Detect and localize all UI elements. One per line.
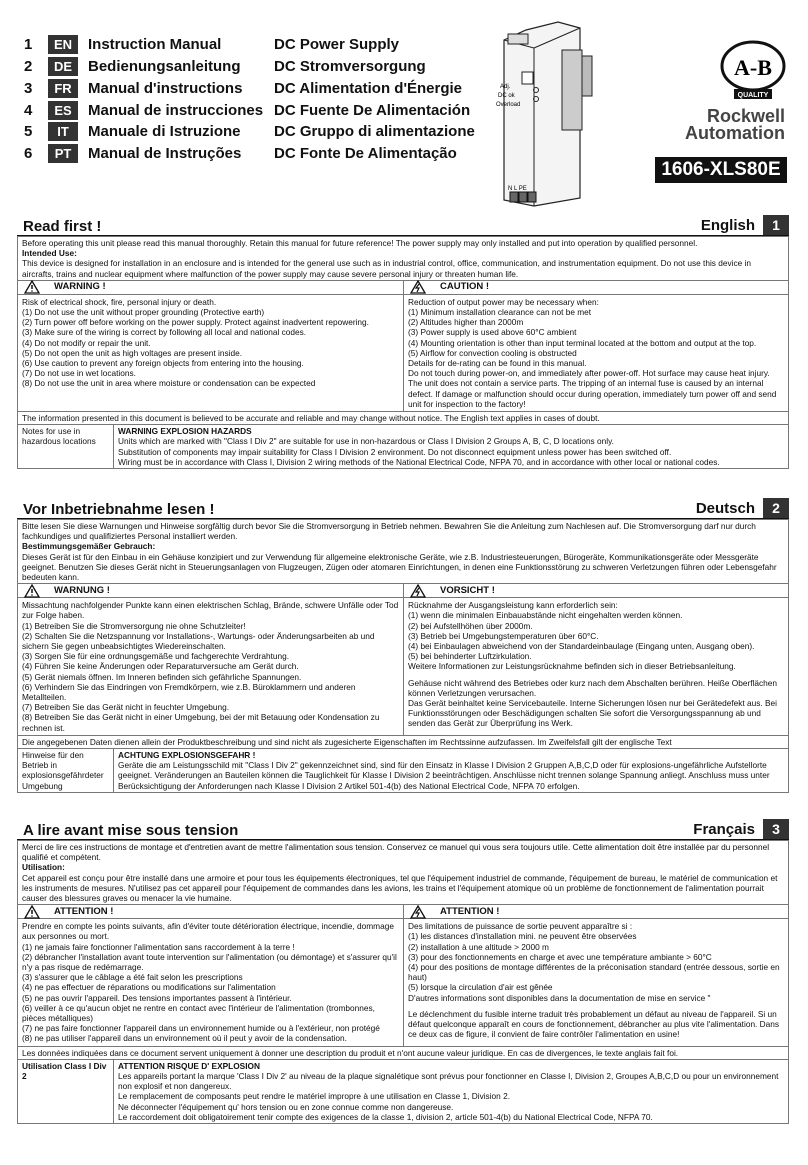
caution-column xyxy=(403,905,788,1045)
section-number: 1 xyxy=(763,215,789,235)
list-line: Ne déconnecter l'équipement qu' hors tension ou en zone connue comme non dangereuse. xyxy=(118,1101,454,1112)
list-line: (3) Power supply is used above 60°C ambient xyxy=(408,327,577,338)
warning-title: WARNUNG ! xyxy=(54,584,110,596)
list-line: Le raccordement doit obligatoirement tenir compte des exigences de la classe 1, division 2, article 501-4(b) du National Electrical Code, NFPA 70. xyxy=(118,1111,653,1122)
list-line: (1) ne jamais faire fonctionner l'alimentation sans raccordement à la terre ! xyxy=(22,941,295,952)
hazardous-notes xyxy=(18,425,788,468)
list-line: (1) les distances d'installation mini. ne peuvent être observées xyxy=(408,931,637,942)
list-line: (2) Turn power off before working on the power supply. Protect against inadvertent repowering. xyxy=(22,317,369,328)
warning-triangle-icon xyxy=(24,905,40,919)
use-text: This device is designed for installation in an enclosure and is intended for the general use such as in industrial control, office, communication, and instrumentation equipment. Do not use this device in aircrafts, trains and nuclear equipment where malfunction of the power supply may cause severe personal injury or threaten human life. xyxy=(22,258,752,279)
list-line: Les appareils portant la marque 'Class I Div 2' au niveau de la plaque signalétique sont prévus pour fonctionner en Classe I, Division 2, Groupes A,B,C,D ou pour un environnement non explosif et non dangereux. xyxy=(118,1071,779,1092)
use-title: Utilisation: xyxy=(22,862,65,873)
list-line: Units which are marked with "Class I Div 2" are suitable for use in non-hazardous or Class I Division 2 Groups A, B, C, D locations only. xyxy=(118,436,614,447)
list-line: Risk of electrical shock, fire, personal injury or death. xyxy=(22,296,217,307)
allen-bradley-logo xyxy=(720,40,786,100)
notes-label: Notes for use in hazardous locations xyxy=(18,425,114,468)
list-line: Prendre en compte les points suivants, afin d'éviter toute détérioration électrique, incendie, dommage aux personnes ou mort. xyxy=(22,921,394,942)
list-line: (2) Altitudes higher than 2000m xyxy=(408,317,524,328)
caution-list xyxy=(408,600,784,728)
notes-title: WARNING EXPLOSION HAZARDS xyxy=(118,426,252,437)
warning-title: ATTENTION ! xyxy=(54,905,114,917)
list-line: Substitution of components may impair suitability for Class I Division 2 environment. Do not disconnect equipment unless power has been switched off. xyxy=(118,446,672,457)
list-line: (1) wenn die minimalen Einbauabstände nicht eingehalten werden können. xyxy=(408,610,683,621)
document-header xyxy=(0,0,808,205)
section-francais xyxy=(17,818,789,1124)
adj-label: Adj. xyxy=(500,84,511,90)
section-language: English xyxy=(700,216,755,234)
ab-logo-text: A-B xyxy=(734,55,772,80)
list-line: (2) Schalten Sie die Netzspannung vor Installations-, Wartungs- oder Änderungsarbeiten ab und sichern Sie gegen unbeabsichtigtes Wiedereinschalten. xyxy=(22,630,375,652)
use-title: Bestimmungsgemäßer Gebrauch: xyxy=(22,541,156,552)
list-line: (4) pour des positions de montage différentes de la préconisation standard (entrée dessous, sortie en haut) xyxy=(408,962,780,983)
list-line: Le remplacement de composants peut rendre le matériel impropre à une utilisation en Classe 1, Division 2. xyxy=(118,1091,510,1102)
info-text: Die angegebenen Daten dienen allein der Produktbeschreibung und sind nicht als zugesicherte Eigenschaften im Rechtssinne aufzufassen. Im Zweifelsfall gilt der englische Text xyxy=(18,736,788,749)
list-line: (2) bei Aufstellhöhen über 2000m. xyxy=(408,620,533,631)
section-language: Deutsch xyxy=(695,499,755,517)
list-line: (6) veiller à ce qu'aucun objet ne rentre en contact avec l'intérieur de l'alimentation (trombonnes, pièces métalliques) xyxy=(22,1002,375,1024)
rockwell-logo xyxy=(645,108,785,142)
use-text: Cet appareil est conçu pour être installé dans une armoire et pour tous les équipements électroniques, tel que l'équipement industriel de commande, l'équipement de bureau, le matériel de communication et les instruments de mesures. N'utilisez pas cet appareil pour l'équipement de commandes dans les avions, les trains et l'équipement atomique où un problème de fonctionnement de l'alimentation pourrait causer des blessures graves ou menacer la vie humaine. xyxy=(22,872,778,904)
list-line: The unit does not contain a service parts. The tripping of an internal fuse is caused by an internal defect. If damage or malfunction should occur during operation, immediately turn power off and send unit for inspection to the factory! xyxy=(408,378,777,409)
hazard-triangle-icon xyxy=(410,280,426,294)
brand-line-2: Automation xyxy=(685,123,785,143)
list-line: (8) ne pas utiliser l'appareil dans un environnement où il peut y avoir de la condensation. xyxy=(22,1033,347,1044)
warning-columns xyxy=(18,584,788,736)
language-row: 6 PT Manual de Instruções DC Fonte De Alimentação xyxy=(24,144,457,162)
list-line: (7) Do not use in wet locations. xyxy=(22,368,136,379)
list-line: (4) Mounting orientation is other than input terminal located at the bottom and output at the top. xyxy=(408,337,757,348)
warning-columns xyxy=(18,905,788,1046)
hazardous-notes xyxy=(18,749,788,792)
list-line: (2) installation à une altitude > 2000 m xyxy=(408,941,549,952)
warning-title: WARNING ! xyxy=(54,281,106,293)
list-line: (5) ne pas ouvrir l'appareil. Des tensions importantes passent à l'intérieur. xyxy=(22,992,292,1003)
warning-list xyxy=(22,600,399,733)
list-line: (8) Do not use the unit in area where moisture or condensation can be expected xyxy=(22,378,316,389)
list-line: (6) Use caution to prevent any foreign objects from entering into the housing. xyxy=(22,358,304,369)
list-line: (3) s'assurer que le câblage a été fait selon les prescriptions xyxy=(22,972,243,983)
section-header xyxy=(17,818,789,840)
list-line: Geräte die am Leistungsschild mit "Class I Div 2" gekennzeichnet sind, sind für den Einsatz in Klasse I Division 2 Gruppen A,B,C,D oder für explosions-ungefährliche Aufstellorte geeignet. Veränderungen an Bauteilen können die Tauglichkeit für Klasse I Division 2 beeinträchtigen. Anschlüsse nicht trennen solange Spannung anliegt. Anschluss muss unter Berücksichtigung der Anforderungen nach Klasse I Division 2 Artikel 501-4(b) des National Electrical Code, NFPA 70 erfolgen. xyxy=(118,760,770,791)
ab-quality-text: QUALITY xyxy=(737,92,769,99)
list-line: (1) Do not use the unit without proper grounding (Protective earth) xyxy=(22,307,265,318)
section-deutsch xyxy=(17,497,789,793)
caution-column xyxy=(403,281,788,411)
language-row: 4 ES Manual de instrucciones DC Fuente De Alimentación xyxy=(24,101,471,119)
overload-label: Overload xyxy=(496,102,521,108)
list-line: (4) ne pas effectuer de réparations ou modifications sur l'alimentation xyxy=(22,982,276,993)
intro-text: Merci de lire ces instructions de montage et d'entretien avant de mettre l'alimentation sous tension. Conservez ce manuel qui vous sera toujours utile. Cette alimentation doit être installée par du personnel qualifié et compétent. xyxy=(22,842,770,863)
warning-column xyxy=(18,281,403,411)
caution-title: CAUTION ! xyxy=(440,281,490,293)
section-number: 3 xyxy=(763,819,789,839)
dc-ok-label: DC ok xyxy=(498,93,515,99)
warning-triangle-icon xyxy=(24,280,40,294)
list-line: Des limitations de puissance de sortie peuvent apparaître si : xyxy=(408,921,633,932)
list-line: Weitere Informationen zur Leistungsrücknahme befinden sich in dieser Betriebsanleitung. xyxy=(408,661,736,672)
hazard-triangle-icon xyxy=(410,905,426,919)
list-line: (1) Minimum installation clearance can not be met xyxy=(408,307,592,318)
intro-block xyxy=(18,841,788,905)
power-supply-illustration xyxy=(496,20,596,210)
list-line: Das Gerät beinhaltet keine Servicebauteile. Interne Sicherungen lösen nur bei Gerätedefekt aus. Bei Funktionsstörungen oder Beschädigungen schalten Sie sofort die Versorgungsspannung ab und senden das Gerät zur Überprüfung ins Werk. xyxy=(408,698,777,729)
section-box xyxy=(17,840,789,1124)
use-title: Intended Use: xyxy=(22,248,77,259)
section-title: Read first ! xyxy=(23,218,102,235)
section-box xyxy=(17,236,789,469)
list-line: Details for de-rating can be found in this manual. xyxy=(408,358,587,369)
list-line: (5) Airflow for convection cooling is obstructed xyxy=(408,347,577,358)
list-line: (6) Verhindern Sie das Eindringen von Fremdkörpern, wie z.B. Büroklammern und anderen Metallteilen. xyxy=(22,681,356,703)
language-row: 3 FR Manual d'instructions DC Alimentation d'Énergie xyxy=(24,79,463,97)
list-line: (8) Betreiben Sie das Gerät nicht in einer Umgebung, bei der mit Betauung oder Kondensation zu rechnen ist. xyxy=(22,712,380,733)
caution-title: ATTENTION ! xyxy=(440,905,500,917)
warning-list xyxy=(22,921,399,1043)
list-line: (5) Do not open the unit as high voltages are present inside. xyxy=(22,347,243,358)
warning-columns xyxy=(18,281,788,412)
list-line: Rücknahme der Ausgangsleistung kann erforderlich sein: xyxy=(408,600,618,611)
notes-list xyxy=(118,1071,784,1122)
notes-list xyxy=(118,436,784,467)
warning-column xyxy=(18,584,403,735)
language-row: 1 EN Instruction Manual DC Power Supply xyxy=(24,35,400,53)
intro-block xyxy=(18,520,788,584)
list-line: (4) Führen Sie keine Änderungen oder Reparaturversuche am Gerät durch. xyxy=(22,661,299,672)
list-line: (7) Betreiben Sie das Gerät nicht in feuchter Umgebung. xyxy=(22,702,230,713)
list-line: (5) bei behinderter Luftzirkulation. xyxy=(408,651,532,662)
section-number: 2 xyxy=(763,498,789,518)
notes-label: Hinweise für den Betrieb in explosionsgefährdeter Umgebung xyxy=(18,749,114,792)
section-box xyxy=(17,519,789,793)
hazardous-notes xyxy=(18,1060,788,1123)
section-header xyxy=(17,497,789,519)
model-number: 1606-XLS80E xyxy=(655,157,787,183)
list-line: (5) lorsque la circulation d'air est gênée xyxy=(408,982,553,993)
intro-text: Before operating this unit please read this manual thoroughly. Retain this manual for future reference! The power supply may only installed and put into operation by qualified personnel. xyxy=(22,238,698,248)
use-text: Dieses Gerät ist für den Einbau in ein Gehäuse konzipiert und zur Verwendung für allgemeine elektronische Geräte, wie z.B. Industriesteuerungen, Bürogeräte, Kommunikationsgeräte oder Messgeräte geeignet. Benutzen Sie dieses Gerät nicht in Steuerungsanlagen von Flugzeugen, Zügen oder atomaren Einrichtungen, in denen eine Funktionsstörung zu schweren Verletzungen führen oder Lebensgefahr bedeuten kann. xyxy=(22,551,777,583)
list-line: (3) Betrieb bei Umgebungstemperaturen über 60°C. xyxy=(408,630,599,641)
brand-line-1: Rockwell xyxy=(706,106,785,126)
terminal-labels: N L PE xyxy=(508,186,527,192)
notes-list xyxy=(118,760,784,791)
section-title: A lire avant mise sous tension xyxy=(23,822,239,839)
list-line: D'autres informations sont disponibles dans la documentation de mise en service " xyxy=(408,992,711,1003)
list-line: (3) Sorgen Sie für eine ordnungsgemäße und fachgerechte Verdrahtung. xyxy=(22,651,290,662)
hazard-triangle-icon xyxy=(410,584,426,598)
list-line: (1) Betreiben Sie die Stromversorgung nie ohne Schutzleiter! xyxy=(22,620,246,631)
section-english xyxy=(17,214,789,469)
info-text: The information presented in this document is believed to be accurate and reliable and may change without notice. The English text applies in cases of doubt. xyxy=(18,412,788,425)
list-line: (4) bei Einbaulagen abweichend von der Standardeinbaulage (Eingang unten, Ausgang oben). xyxy=(408,641,755,652)
list-line: (2) débrancher l'installation avant toute intervention sur l'alimentation (ou démontage) et s'assurer qu'il n'y a pas risque de redémarrage. xyxy=(22,951,397,973)
notes-title: ACHTUNG EXPLOSIONSGEFAHR ! xyxy=(118,750,256,761)
caution-column xyxy=(403,584,788,735)
list-line: (7) ne pas faire fonctionner l'appareil dans un environnement humide ou à l'extérieur, non protégé xyxy=(22,1023,380,1034)
language-row: 5 IT Manuale di Istruzione DC Gruppo di alimentazione xyxy=(24,122,475,140)
section-header xyxy=(17,214,789,236)
warning-list xyxy=(22,297,399,389)
info-text: Les données indiquées dans ce document servent uniquement à donner une description du produit et n'ont aucune valeur juridique. En cas de divergences, le texte anglais fait foi. xyxy=(18,1047,788,1060)
list-line: Wiring must be in accordance with Class I, Division 2 wiring methods of the National Electrical Code, NFPA 70, and in accordance with other local or national codes. xyxy=(118,456,720,467)
notes-title: ATTENTION RISQUE D' EXPLOSION xyxy=(118,1060,260,1071)
list-line: Le déclenchment du fusible interne traduit très probablement un défaut au niveau de l'appareil. Si un défaut quelconque apparaît en cours de fonctionnement, débrancher au plus vite l'alimentation. Dans ce deux cas de figure, il convient de faire contrôler l'alimentation en usine! xyxy=(408,1008,780,1040)
caution-list xyxy=(408,297,784,409)
language-row: 2 DE Bedienungsanleitung DC Stromversorgung xyxy=(24,57,426,75)
section-title: Vor Inbetriebnahme lesen ! xyxy=(23,501,215,518)
list-line: (3) pour des fonctionnements en charge et avec une température ambiante > 60°C xyxy=(408,951,712,962)
caution-list xyxy=(408,921,784,1039)
section-language: Français xyxy=(693,820,755,838)
caution-title: VORSICHT ! xyxy=(440,584,495,596)
warning-column xyxy=(18,905,403,1045)
list-line: (5) Gerät niemals öffnen. Im Inneren befinden sich gefährliche Spannungen. xyxy=(22,671,302,682)
list-line: (3) Make sure of the wiring is correct by following all local and national codes. xyxy=(22,327,307,338)
intro-text: Bitte lesen Sie diese Warnungen und Hinweise sorgfältig durch bevor Sie die Stromversorgung in Betrieb nehmen. Bewahren Sie die Anleitung zum Nachlesen auf. Die Stromversorgung darf nur durch fachkundiges und qualifiziertes Personal installiert werden. xyxy=(22,521,756,542)
list-line: Do not touch during power-on, and immediately after power-off. Hot surface may cause heat injury. xyxy=(408,368,770,379)
list-line: Gehäuse nicht während des Betriebes oder kurz nach dem Abschalten berühren. Heiße Oberflächen können Verletzungen verursachen. xyxy=(408,677,777,698)
list-line: Reduction of output power may be necessary when: xyxy=(408,296,599,307)
list-line: (4) Do not modify or repair the unit. xyxy=(22,337,151,348)
intro-block xyxy=(18,237,788,281)
list-line: Missachtung nachfolgender Punkte kann einen elektrischen Schlag, Brände, schwere Unfälle oder Tod zur Folge haben. xyxy=(22,600,399,621)
notes-label: Utilisation Class I Div 2 xyxy=(18,1060,114,1123)
warning-triangle-icon xyxy=(24,584,40,598)
